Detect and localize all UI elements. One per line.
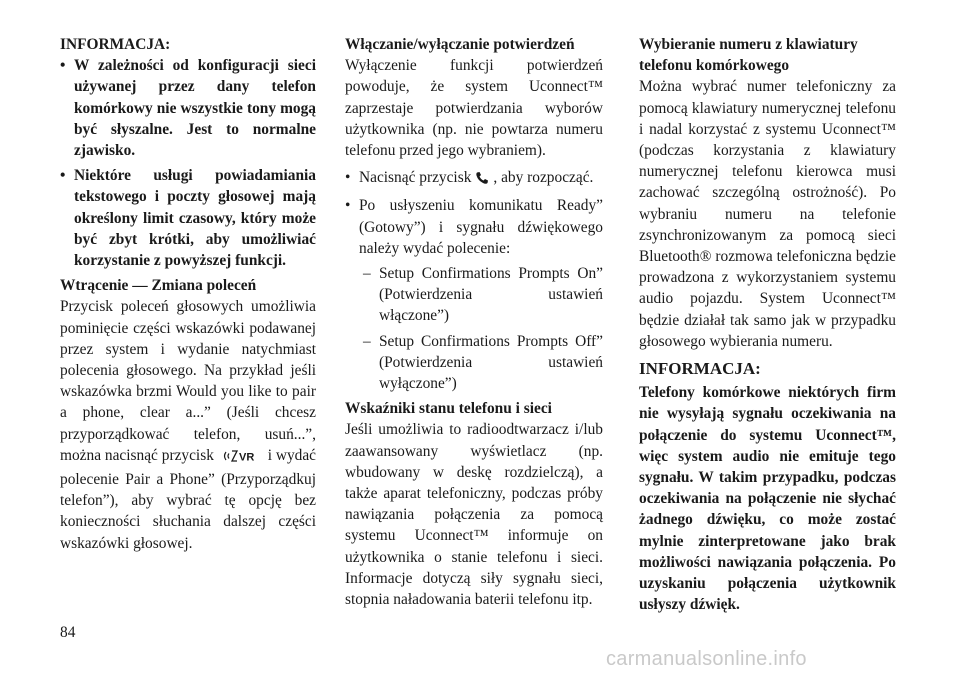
left-column (60, 34, 316, 554)
note-heading: INFORMACJA: (60, 36, 171, 53)
note-text: Telefony komórkowe niektórych firm nie wysyłają sygnału oczekiwania na połączenie do systemu Uconnect™, więc system audio nie emituje tego sygnału. W takim przypadku, podczas oczekiwania na połączenie nie słychać żadnego dźwięku, co może zostać mylnie zinterpretowane jako brak możliwości nawiązania połączenia. Po uzyskaniu połączenia użytkownik usłyszy dźwięk. (639, 384, 896, 614)
note-bullet: • W zależności od konfiguracji sieci używanej przez dany telefon komórkowy nie wszystkie tony mogą być słyszalne. Jest to normalne zjawisko. (60, 57, 316, 160)
phone-handset-icon (475, 170, 489, 191)
keypad-dialing-paragraph: Można wybrać numer telefoniczny za pomocą klawiatury numerycznej telefonu i nadal korzystać z systemu Uconnect™ (podczas korzystania z klawiatury numerycznej telefonu kierowca musi zachować szczególną ostrożność). Po wybraniu numeru na telefonie zsynchronizowanym za pomocą sieci Bluetooth® rozmowa telefoniczna będzie prowadzona z wykorzystaniem systemu audio pojazdu. System Uconnect™ będzie działał tak samo jak w przypadku głosowego wybierania numeru. (639, 78, 896, 350)
status-indicators-paragraph: Jeśli umożliwia to radioodtwarzacz i/lub zaawansowany wyświetlacz (np. wbudowany w deskę rozdzielczą), a także aparat telefoniczny, podczas próby nawiązania połączenia za pomocą systemu Uconnect™ informuje on użytkownika o stanie telefonu i sieci. Informacje dotyczą siły sygnału sieci, stopnia naładowania baterii telefonu itp. (345, 421, 603, 609)
page-number: 84 (60, 624, 76, 641)
voice-command-vr-icon (222, 448, 260, 469)
keypad-dialing-heading: Wybieranie numeru z klawiatury telefonu komórkowego (639, 36, 858, 75)
svg-text:VR: VR (238, 451, 255, 463)
note-bullet-text: Niektóre usługi powiadamiania tekstowego i poczty głosowej mają określony limit czasowy, który może być zbyt krótki, aby umożliwiać korzystanie z powyższej funkcji. (74, 167, 316, 270)
watermark: carmanualsonline.info (606, 648, 807, 670)
note-bullet-list (60, 55, 316, 271)
command-options (345, 263, 603, 394)
confirmations-heading: Włączanie/wyłączanie potwierdzeń (345, 36, 575, 53)
step-press-phone: • Nacisnąć przycisk , aby rozpocząć. (345, 167, 603, 191)
middle-column (345, 34, 603, 610)
note-heading: INFORMACJA: (639, 359, 761, 379)
step-say-command: • Po usłyszeniu komunikatu Ready” (Gotowy”) i sygnału dźwiękowego należy wydać polecenie: (345, 197, 603, 257)
command-option: – Setup Confirmations Prompts On” (Potwierdzenia ustawień włączone”) (363, 265, 603, 325)
note-bullet: • Niektóre usługi powiadamiania tekstowego i poczty głosowej mają określony limit czasowy, który może być zbyt krótki, aby umożliwiać korzystanie z powyższej funkcji. (60, 167, 316, 270)
confirmations-paragraph: Wyłączenie funkcji potwierdzeń powoduje, że system Uconnect™ zaprzestaje potwierdzania wyborów użytkownika (np. nie powtarza numeru telefonu przed jego wybraniem). (345, 57, 603, 160)
section-heading-barge-in: Wtrącenie — Zmiana poleceń (60, 277, 257, 295)
command-option: – Setup Confirmations Prompts Off” (Potwierdzenia ustawień wyłączone”) (363, 332, 603, 393)
barge-in-paragraph: Przycisk poleceń głosowych umożliwia pominięcie części wskazówki podawanej przez system i wydanie natychmiast polecenia głosowego. Na przykład jeśli wskazówka brzmi Would you like to pair a phone, clear a...” (Jeśli chcesz przyporządkować telefon, usuń...”, można nacisnąć przycisk VR i wydać polecenie Pair a Phone” (Przyporządkuj telefon”), aby wybrać tę opcję bez konieczności słuchania dalszej części wskazówki głosowej. (60, 298, 317, 552)
confirmations-steps (345, 167, 603, 259)
right-column (639, 34, 896, 615)
status-indicators-heading: Wskaźniki stanu telefonu i sieci (345, 400, 552, 418)
note-bullet-text: W zależności od konfiguracji sieci używanej przez dany telefon komórkowy nie wszystkie tony mogą być słyszalne. Jest to normalne zjawisko. (74, 57, 316, 160)
